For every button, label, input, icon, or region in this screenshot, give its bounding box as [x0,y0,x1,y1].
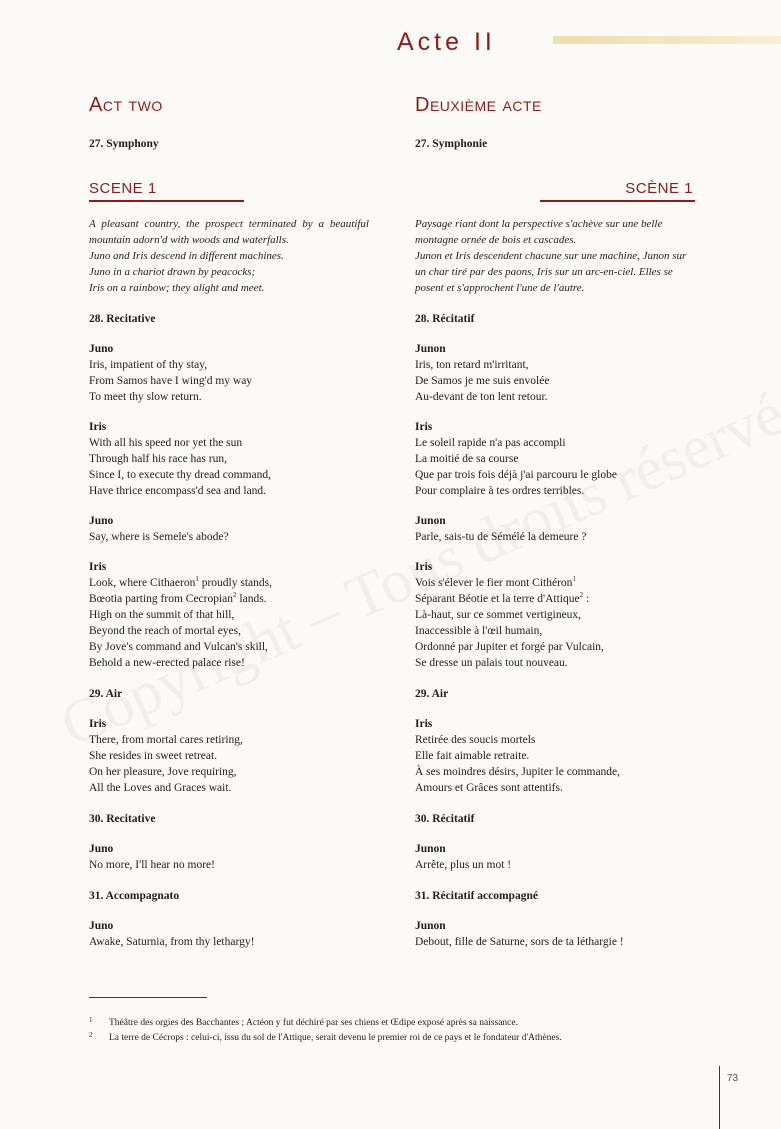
number-heading: 28. Recitative [89,313,156,325]
page-number: 73 [727,1073,739,1084]
english-scene-header [89,180,369,204]
verse-line: Là-haut, sur ce sommet vertigineux, [415,609,582,621]
footnote [89,1016,689,1031]
verse-line: Awake, Saturnia, from thy lethargy! [89,936,255,948]
verse-line: Iris, impatient of thy stay, [89,359,208,371]
verse-line: There, from mortal cares retiring, [89,734,243,746]
verse-text: Séparant Béotie et la terre d'Attique [415,593,580,605]
footnote-mark: 1 [89,1016,93,1024]
verse-line: Au-devant de ton lent retour. [415,391,548,403]
verse-line: Amours et Grâces sont attentifs. [415,782,563,794]
verse-line: To meet thy slow return. [89,391,202,403]
number-heading: 29. Air [415,688,449,700]
verse-line: On her pleasure, Jove requiring, [89,766,237,778]
scene-rule [540,200,695,202]
speaker: Iris [89,718,107,730]
verse-line: Have thrice encompass'd sea and land. [89,485,267,497]
verse-text: lands. [236,593,267,605]
footnote-ref: 1 [195,575,199,584]
english-heading: Act two [89,94,163,116]
verse-block [415,419,695,499]
verse-line: Inaccessible à l'œil humain, [415,625,543,637]
verse-line: Say, where is Semele's abode? [89,531,229,543]
stage-line: A pleasant country, the prospect terminated by a beautiful mountain adorn'd with woods and waterfalls. [89,218,369,246]
french-scene-header [415,180,695,204]
verse-line: Pour complaire à tes ordres terribles. [415,485,585,497]
verse-line: Beyond the reach of mortal eyes, [89,625,241,637]
footnote-rule [89,997,207,998]
act-title: Acte II [397,28,496,56]
verse-line: With all his speed nor yet the sun [89,437,243,449]
verse-line [89,575,369,591]
verse-line: By Jove's command and Vulcan's skill, [89,641,268,653]
verse-block [89,918,369,950]
verse-line: Since I, to execute thy dread command, [89,469,272,481]
speaker: Iris [415,718,433,730]
verse-text: Look, where Cithaeron [89,577,196,589]
speaker: Juno [89,920,114,932]
speaker: Juno [89,843,114,855]
speaker: Iris [415,561,433,573]
verse-line: All the Loves and Graces wait. [89,782,232,794]
verse-line: La moitié de sa course [415,453,519,465]
header-band [553,36,781,44]
verse-line: Elle fait aimable retraite. [415,750,530,762]
verse-text: Vois s'élever le fier mont Cithéron [415,577,573,589]
verse-line: No more, I'll hear no more! [89,859,215,871]
number-heading: 30. Récitatif [415,813,475,825]
speaker: Junon [415,515,446,527]
verse-line: From Samos have I wing'd my way [89,375,253,387]
stage-line: Junon et Iris descendent chacune sur une machine, Junon sur un char tiré par des paons, Iris sur un arc-en-ciel. Elles se posent et s'approchent l'une de l'autre. [415,250,687,294]
verse-line: Arrête, plus un mot ! [415,859,512,871]
verse-line: À ses moindres désirs, Jupiter le commande, [415,766,621,778]
verse-block [415,918,695,950]
speaker: Junon [415,920,446,932]
number-heading: 29. Air [89,688,123,700]
stage-line: Juno and Iris descend in different machines. [89,250,284,262]
verse-block [89,419,369,499]
stage-line: Iris on a rainbow; they alight and meet. [89,282,265,294]
verse-line: De Samos je me suis envolée [415,375,550,387]
verse-line: Behold a new-erected palace rise! [89,657,245,669]
verse-block [89,559,369,671]
verse-text: : [583,593,590,605]
speaker: Iris [89,561,107,573]
verse-block [415,841,695,873]
french-scene-label: SCÈNE 1 [625,180,693,197]
footnote-text: Théâtre des orgies des Bacchantes ; Actéon y fut déchiré par ses chiens et Œdipe exposé après sa naissance. [109,1018,518,1028]
verse-text: Bœotia parting from Cecropian [89,593,234,605]
footnote-mark: 2 [89,1031,93,1039]
verse-block [415,716,695,796]
verse-line: Que par trois fois déjà j'ai parcouru le globe [415,469,617,481]
verse-line [415,575,695,591]
verse-line: She resides in sweet retreat. [89,750,218,762]
english-scene-label: SCENE 1 [89,180,157,197]
verse-line [415,591,695,607]
french-stage-direction [415,216,695,296]
french-column [415,94,695,950]
verse-line: Iris, ton retard m'irritant, [415,359,529,371]
speaker: Iris [89,421,107,433]
french-symphony: 27. Symphonie [415,138,488,150]
number-heading: 31. Récitatif accompagné [415,890,538,902]
footnote-ref: 2 [579,591,584,600]
verse-block [89,716,369,796]
english-column [89,94,369,950]
verse-block [89,341,369,405]
verse-line: High on the summit of that hill, [89,609,235,621]
verse-block [415,341,695,405]
number-heading: 30. Recitative [89,813,156,825]
verse-line: Parle, sais-tu de Sémélé la demeure ? [415,531,587,543]
number-heading: 31. Accompagnato [89,890,180,902]
footnote-ref: 2 [233,591,237,600]
verse-text: proudly stands, [198,577,272,589]
verse-line: Ordonné par Jupiter et forgé par Vulcain, [415,641,604,653]
verse-line: Se dresse un palais tout nouveau. [415,657,568,669]
scene-rule [89,200,244,202]
verse-line [89,591,369,607]
verse-line: Retirée des soucis mortels [415,734,536,746]
english-stage-direction [89,216,369,296]
verse-line: Le soleil rapide n'a pas accompli [415,437,566,449]
verse-block [89,513,369,545]
page-number-rule [719,1066,720,1129]
speaker: Junon [415,343,446,355]
verse-block [89,841,369,873]
footnote [89,1031,689,1046]
stage-line: Paysage riant dont la perspective s'achève sur une belle montagne ornée de bois et cascades. [415,218,663,246]
speaker: Juno [89,515,114,527]
footnote-text: La terre de Cécrops : celui-ci, issu du sol de l'Attique, serait devenu le premier roi de ce pays et le fondateur d'Athènes. [109,1033,562,1043]
speaker: Junon [415,843,446,855]
number-heading: 28. Récitatif [415,313,475,325]
french-heading: Deuxième acte [415,94,542,116]
verse-line: Debout, fille de Saturne, sors de ta léthargie ! [415,936,624,948]
verse-block [415,559,695,671]
english-symphony: 27. Symphony [89,138,159,150]
verse-block [415,513,695,545]
speaker: Iris [415,421,433,433]
stage-line: Juno in a chariot drawn by peacocks; [89,266,256,278]
speaker: Juno [89,343,114,355]
verse-line: Through half his race has run, [89,453,227,465]
footnote-ref: 1 [572,575,576,584]
footnotes [89,1016,689,1046]
